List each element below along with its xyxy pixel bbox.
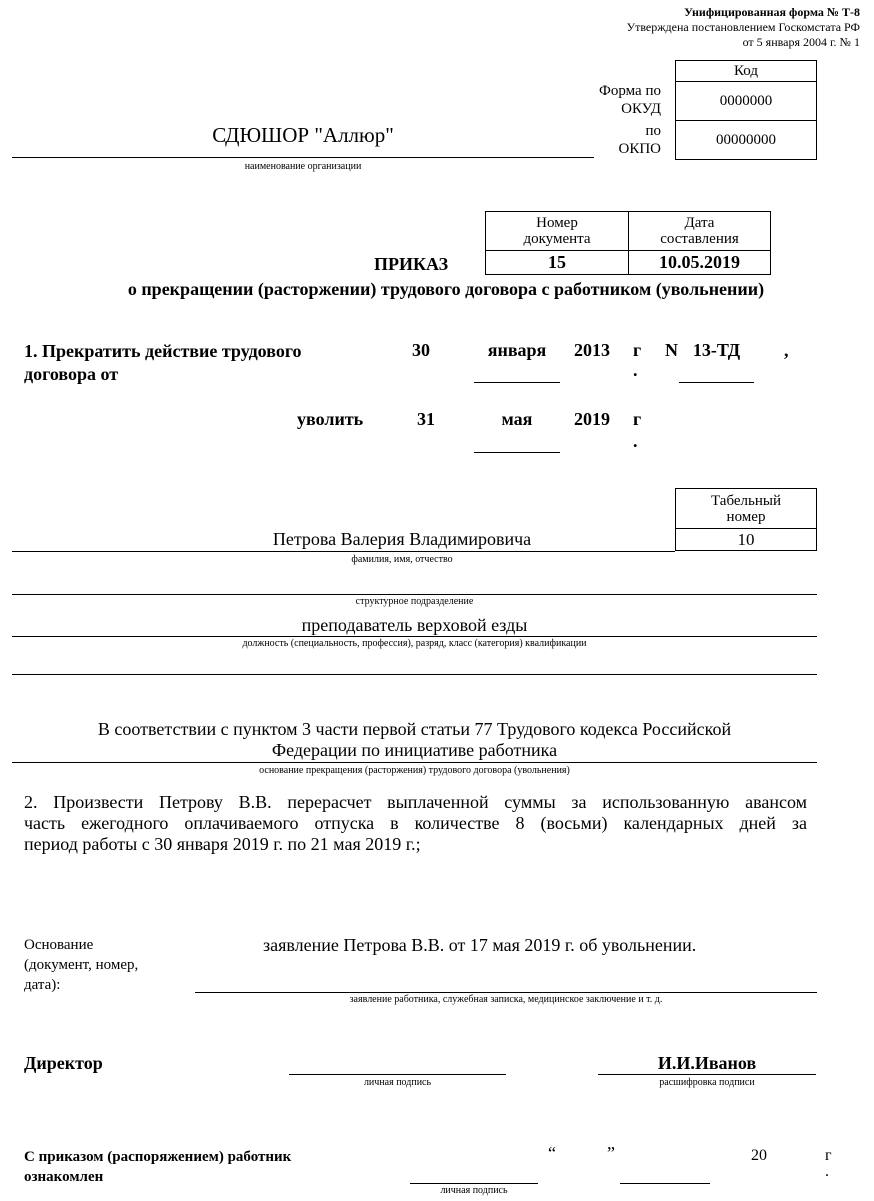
org-underline [12, 157, 594, 158]
org-caption: наименование организации [244, 161, 362, 172]
signature-caption: личная подпись [363, 1077, 432, 1088]
contract-number: 13-ТД [692, 340, 741, 360]
grounds-caption: основание прекращения (расторжения) трудового договора (увольнения) [259, 765, 570, 776]
basis-label [24, 935, 138, 995]
contract-year: 2013 [574, 340, 610, 360]
okud-label-line2: ОКУД [621, 101, 661, 117]
contract-month: января [487, 340, 547, 360]
contract-year-dot: . [633, 360, 638, 380]
ack-year-dot: . [825, 1163, 829, 1180]
contract-year-suffix: г [633, 340, 642, 360]
tab-header-line2: номер [726, 508, 766, 525]
tab-header-line1: Табельный [711, 492, 781, 509]
doc-date-header-line1: Дата [684, 215, 715, 231]
basis-value: заявление Петрова В.В. от 17 мая 2019 г. об увольнении. [263, 935, 697, 955]
basis-caption: заявление работника, служебная записка, медицинское заключение и т. д. [349, 994, 663, 1005]
section1-label [24, 340, 302, 386]
decoded-caption: расшифровка подписи [659, 1077, 755, 1088]
kod-label: Код [734, 63, 758, 79]
ack-month-underline [620, 1183, 710, 1184]
form-title: Унифицированная форма № Т-8 [684, 5, 860, 19]
doc-number-value [485, 250, 629, 275]
okpo-label [618, 123, 661, 157]
contract-comma: , [784, 340, 789, 360]
grounds-underline [12, 762, 817, 763]
section2-line2: часть ежегодного оплачиваемого отпуска в количестве 8 (восьми) календарных дней за [24, 813, 807, 833]
contract-month-underline [474, 382, 560, 383]
dismiss-day: 31 [417, 409, 435, 429]
ack-signature-underline [410, 1183, 538, 1184]
doc-date-header [628, 211, 771, 251]
okud-value: 0000000 [719, 93, 773, 109]
basis-label-line2: (документ, номер, [24, 957, 139, 973]
approved-line-1: Утверждена постановлением Госкомстата РФ [626, 20, 860, 34]
doc-number-header-line2: документа [523, 231, 591, 247]
tab-number-header [675, 488, 817, 529]
order-subtitle: о прекращении (расторжении) трудового договора с работником (увольнении) [127, 279, 765, 299]
position-caption: должность (специальность, профессия), разряд, класс (категория) квалификации [242, 638, 587, 649]
section1-label-line1: 1. Прекратить действие трудового [24, 341, 302, 361]
doc-date-value [628, 250, 771, 275]
ack-label [24, 1147, 291, 1187]
okpo-value: 00000000 [716, 132, 776, 148]
name-caption: фамилия, имя, отчество [351, 554, 453, 565]
doc-number-header-line1: Номер [536, 215, 578, 231]
dismiss-month-underline [474, 452, 560, 453]
contract-number-underline [679, 382, 754, 383]
signature-underline [289, 1074, 506, 1075]
ack-year-suffix: г [825, 1147, 832, 1164]
kod-header [675, 60, 817, 82]
decoded-name: И.И.Иванов [657, 1053, 757, 1073]
dismiss-month: мая [501, 409, 533, 429]
section2-text [24, 792, 807, 855]
basis-underline [195, 992, 817, 993]
name-underline [12, 551, 675, 552]
okpo-label-line2: ОКПО [618, 141, 661, 157]
doc-date-header-line2: составления [660, 231, 739, 247]
grounds-line1: В соответствии с пунктом 3 части первой статьи 77 Трудового кодекса Российской [97, 719, 732, 739]
employee-name: Петрова Валерия Владимировича [272, 529, 532, 549]
ack-quote-open: “ [548, 1143, 556, 1163]
dismiss-year: 2019 [574, 409, 610, 429]
ack-quote-close: ” [607, 1143, 615, 1163]
grounds-text [12, 719, 817, 761]
grounds-line2: Федерации по инициативе работника [271, 740, 558, 760]
position-underline [12, 636, 817, 637]
blank-underline [12, 674, 817, 675]
contract-number-prefix: N [665, 340, 678, 360]
division-caption: структурное подразделение [355, 596, 474, 607]
organization-name: СДЮШОР "Аллюр" [212, 123, 394, 147]
ack-year-prefix: 20 [751, 1147, 767, 1164]
ack-label-line1: С приказом (распоряжением) работник [24, 1149, 292, 1165]
okud-label [599, 83, 661, 117]
okpo-label-line1: по [645, 123, 661, 139]
dismiss-label: уволить [297, 409, 364, 429]
okud-label-line1: Форма по [599, 83, 661, 99]
decoded-underline [598, 1074, 816, 1075]
doc-number: 15 [548, 252, 566, 272]
ack-label-line2: ознакомлен [24, 1169, 104, 1185]
employee-position: преподаватель верховой езды [301, 615, 528, 635]
basis-label-line3: дата): [24, 977, 61, 993]
doc-number-header [485, 211, 629, 251]
dismiss-year-dot: . [633, 431, 638, 451]
order-title: ПРИКАЗ [374, 254, 449, 274]
contract-day: 30 [412, 340, 430, 360]
okud-cell [675, 81, 817, 121]
section1-label-line2: договора от [24, 364, 119, 384]
section2-line1: 2. Произвести Петрову В.В. перерасчет выплаченной суммы за использованную авансом [24, 792, 807, 812]
dismiss-year-suffix: г [633, 409, 642, 429]
okpo-cell [675, 120, 817, 160]
tab-number: 10 [737, 529, 755, 549]
ack-signature-caption: личная подпись [440, 1185, 508, 1196]
division-underline [12, 594, 817, 595]
director-label: Директор [24, 1053, 103, 1073]
basis-label-line1: Основание [24, 937, 94, 953]
approved-line-2: от 5 января 2004 г. № 1 [742, 35, 860, 49]
section2-line3: период работы с 30 января 2019 г. по 21 мая 2019 г.; [24, 834, 421, 854]
doc-date: 10.05.2019 [659, 252, 740, 272]
